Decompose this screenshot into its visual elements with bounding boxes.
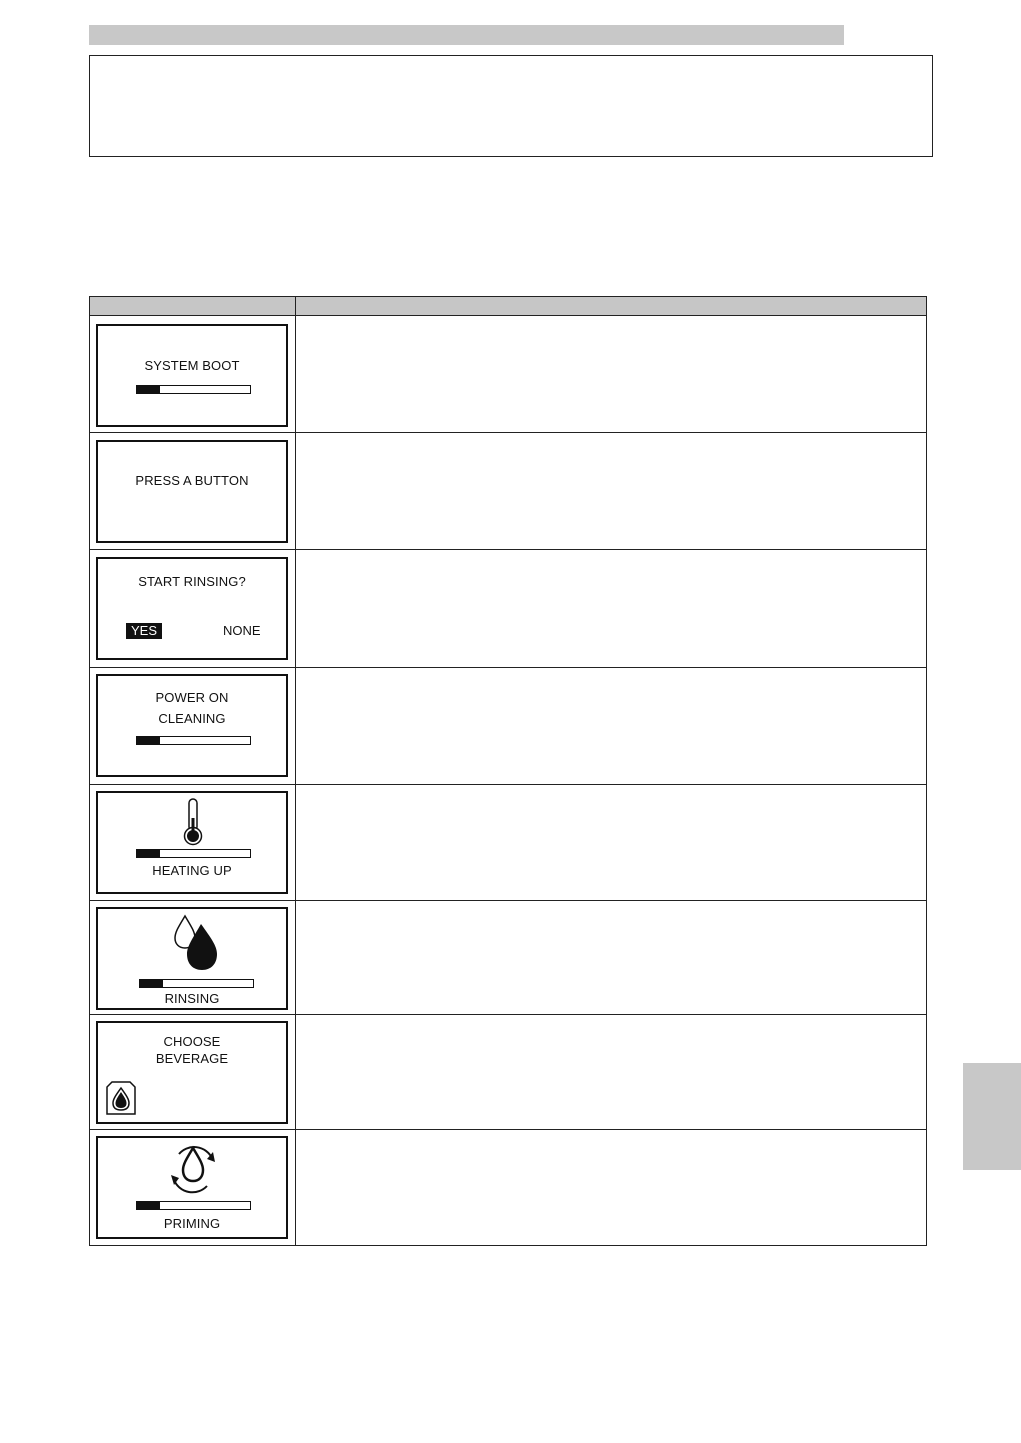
progress-bar [139,979,254,988]
table-row [90,316,926,433]
thermometer-icon [182,798,204,846]
display-screen [96,557,288,660]
progress-bar [136,1201,251,1210]
hot-water-cup-icon [106,1081,136,1115]
screen-text: PRESS A BUTTON [135,473,249,488]
table-row [90,901,926,1015]
display-messages-table [89,296,927,1246]
progress-bar [136,385,251,394]
priming-cycle-icon [165,1140,221,1198]
table-row [90,1015,926,1130]
table-row [90,785,926,901]
screen-text: RINSING [164,991,220,1006]
yes-option: YES [126,623,162,639]
display-screen [96,907,288,1010]
screen-text: START RINSING? [138,574,246,589]
table-row [90,550,926,668]
screen-text: BEVERAGE [155,1051,229,1066]
notice-box [89,55,933,157]
table-row [90,668,926,785]
screen-text: CHOOSE [163,1034,221,1049]
screen-text: SYSTEM BOOT [144,358,240,373]
none-option: NONE [223,623,261,638]
screen-text: CLEANING [158,711,226,726]
display-screen [96,791,288,894]
display-screen [96,1136,288,1239]
header-bar [89,25,844,45]
water-drops-icon [173,914,223,972]
screen-text: HEATING UP [152,863,232,878]
progress-bar [136,849,251,858]
table-header [90,297,926,316]
display-screen [96,324,288,427]
side-thumb-tab [963,1063,1021,1170]
display-screen [96,440,288,543]
screen-text: POWER ON [155,690,229,705]
screen-text: PRIMING [163,1216,221,1231]
display-screen [96,674,288,777]
display-screen [96,1021,288,1124]
progress-bar [136,736,251,745]
table-row [90,433,926,550]
table-row [90,1130,926,1245]
